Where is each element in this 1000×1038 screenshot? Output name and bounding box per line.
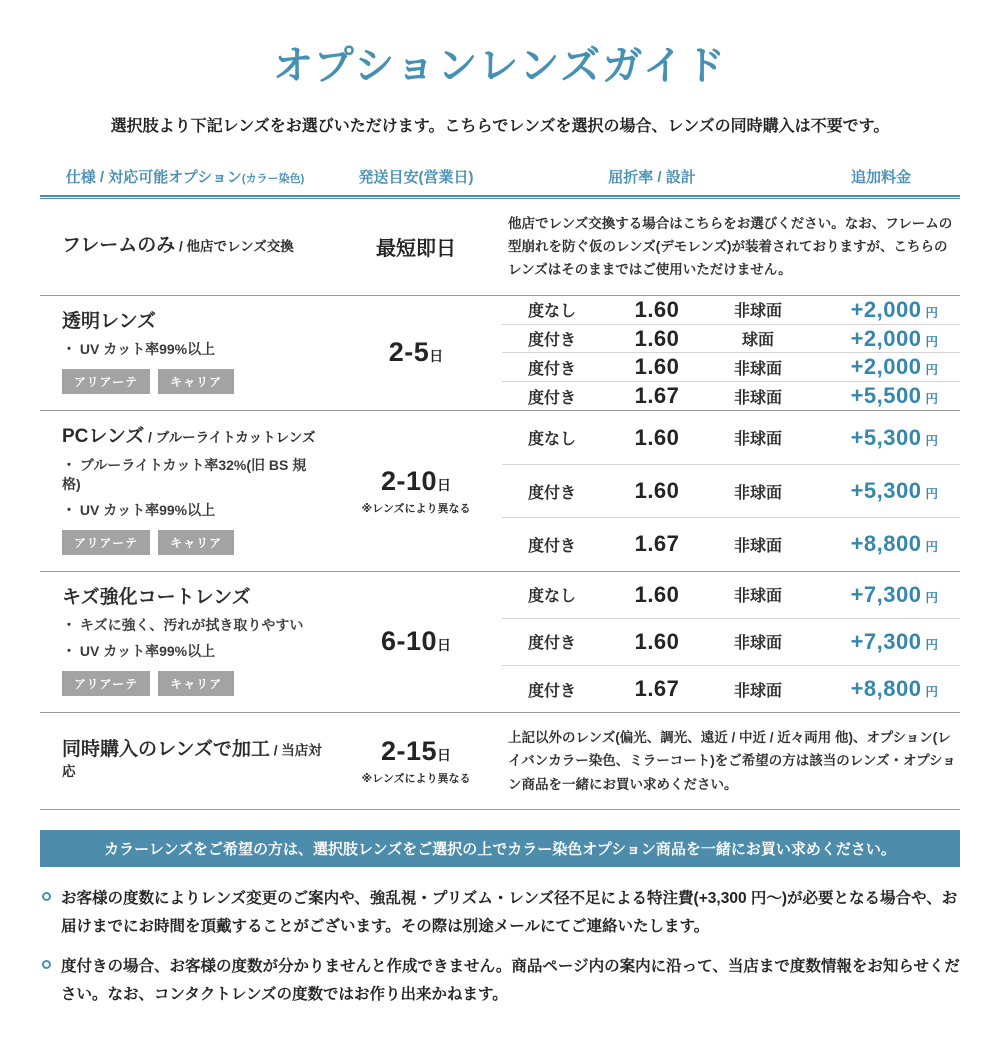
option-price (814, 326, 960, 352)
row-spec-top (62, 738, 324, 782)
spec-badge: キャリア (158, 671, 234, 696)
option-price-value: +5,300 (850, 478, 922, 503)
badge-list (62, 369, 324, 394)
note-text: お客様の度数によりレンズ変更のご案内や、強乱視・プリズム・レンズ径不足による特注費(+3,300 円〜)が必要となる場合や、お届けまでにお時間を頂戴することがございます。その際は別途メールにてご連絡いたします。 (61, 889, 958, 935)
option-row (502, 518, 960, 570)
table-row (40, 199, 960, 296)
option-row (502, 382, 960, 410)
option-price (814, 676, 960, 702)
option-price (814, 297, 960, 323)
header-spec (40, 166, 330, 187)
spec-badge: アリアーテ (62, 369, 150, 394)
option-design: 非球面 (733, 484, 782, 502)
note-text: 度付きの場合、お客様の度数が分かりませんと作成できません。商品ページ内の案内に沿って、当店まで度数情報をお知らせください。なお、コンタクトレンズの度数ではお作り出来かねます。 (61, 957, 960, 1003)
row-spec-top (62, 586, 324, 662)
option-price-currency: 円 (925, 637, 938, 652)
shipping-days-unit: 日 (437, 637, 452, 654)
row-spec-top (62, 234, 324, 258)
row-note: 上記以外のレンズ(偏光、調光、遠近 / 中近 / 近々両用 他)、オプション(レイバンカラー染色、ミラーコート)をご希望の方は該当のレンズ・オプション商品を一緒にお買い求めください。 (508, 730, 956, 792)
option-row (502, 619, 960, 666)
table-row (40, 713, 960, 810)
page-subtitle: 選択肢より下記レンズをお選びいただけます。こちらでレンズを選択の場合、レンズの同時購入は不要です。 (110, 118, 890, 135)
table-row (40, 572, 960, 714)
row-feature: ・ UV カット率99%以上 (62, 340, 324, 359)
footer-notes (40, 885, 960, 1009)
row-spec (40, 199, 330, 295)
row-spec-top (62, 425, 324, 519)
option-rx: 度付き (528, 360, 577, 378)
row-spec (40, 411, 330, 570)
circle-bullet-icon (42, 960, 51, 969)
option-price-value: +7,300 (850, 628, 922, 654)
shipping-days-value: 2-15 (380, 736, 438, 767)
option-price (814, 531, 960, 557)
option-design: 非球面 (733, 389, 782, 407)
row-name (62, 425, 324, 449)
shipping-cell (330, 199, 502, 295)
row-detail (502, 296, 960, 411)
option-refraction-index: 1.60 (634, 296, 680, 322)
row-detail (502, 199, 960, 295)
table-header (40, 166, 960, 187)
row-name (62, 310, 324, 334)
row-name-text: キズ強化コートレンズ (62, 586, 251, 608)
row-detail (502, 572, 960, 713)
circle-bullet-icon (42, 892, 51, 901)
table-row (40, 411, 960, 571)
option-rx: 度なし (528, 303, 577, 321)
shipping-days (381, 626, 451, 657)
option-design: 球面 (741, 332, 774, 350)
shipping-days (389, 337, 444, 368)
option-price-currency: 円 (925, 334, 938, 349)
row-name-text: 透明レンズ (62, 310, 156, 332)
option-refraction-index: 1.60 (634, 325, 680, 351)
option-design: 非球面 (733, 588, 782, 606)
option-refraction-index: 1.60 (634, 354, 680, 380)
header-spec-sub: (カラー染色) (241, 173, 305, 185)
option-design: 非球面 (733, 682, 782, 700)
option-price-currency: 円 (925, 392, 938, 407)
option-row (502, 325, 960, 354)
table-row (40, 296, 960, 412)
header-extra-fee: 追加料金 (850, 169, 911, 186)
option-price (814, 383, 960, 409)
page-title: オプションレンズガイド (273, 44, 727, 88)
option-price-value: +5,500 (850, 383, 922, 409)
option-price (814, 478, 960, 504)
shipping-days-unit: 日 (437, 747, 452, 764)
row-feature: ・ UV カット率99%以上 (62, 501, 324, 520)
option-row (502, 666, 960, 712)
option-design: 非球面 (733, 303, 782, 321)
row-name (62, 738, 324, 782)
row-feature: ・ ブルーライトカット率32%(旧 BS 規格) (62, 456, 324, 494)
option-price-value: +2,000 (850, 296, 922, 322)
option-price-value: +8,800 (850, 676, 922, 702)
option-refraction-index: 1.60 (634, 478, 680, 503)
option-rx: 度付き (528, 682, 577, 700)
option-price-currency: 円 (925, 590, 938, 605)
shipping-days-value: 6-10 (380, 626, 438, 657)
note-item (40, 953, 960, 1009)
option-design: 非球面 (733, 635, 782, 653)
option-refraction-index: 1.67 (634, 531, 680, 557)
header-refraction: 屈折率 / 設計 (608, 169, 696, 186)
shipping-cell (330, 296, 502, 411)
option-price-value: +2,000 (850, 354, 922, 380)
option-row (502, 465, 960, 518)
row-name (62, 234, 324, 258)
row-spec (40, 296, 330, 411)
option-price-value: +2,000 (850, 325, 922, 351)
option-design: 非球面 (733, 431, 782, 449)
row-name-suffix: / ブルーライトカットレンズ (144, 430, 316, 446)
row-spec (40, 713, 330, 809)
header-shipping: 発送目安(営業日) (358, 169, 474, 186)
option-price-currency: 円 (925, 540, 938, 555)
option-row (502, 296, 960, 325)
option-refraction-index: 1.67 (634, 676, 680, 702)
option-rx: 度付き (528, 332, 577, 350)
option-price (814, 629, 960, 655)
option-price (814, 425, 960, 451)
option-rx: 度付き (528, 389, 577, 407)
shipping-note: ※レンズにより異なる (361, 773, 471, 786)
option-row (502, 572, 960, 619)
option-price-currency: 円 (925, 685, 938, 700)
option-design: 非球面 (733, 537, 782, 555)
row-name-text: フレームのみ (62, 234, 176, 256)
row-name-suffix: / 当店対応 (62, 743, 322, 779)
shipping-cell (330, 713, 502, 809)
option-price (814, 582, 960, 608)
shipping-cell (330, 411, 502, 570)
shipping-days-value: 2-10 (380, 466, 438, 496)
option-rx: 度付き (528, 635, 577, 653)
option-price-currency: 円 (925, 487, 938, 501)
row-spec-top (62, 310, 324, 360)
option-refraction-index: 1.60 (634, 424, 680, 450)
option-refraction-index: 1.60 (634, 628, 680, 654)
shipping-days (381, 466, 451, 497)
option-price-currency: 円 (925, 305, 938, 320)
shipping-days-value: 最短即日 (376, 238, 456, 261)
shipping-days-unit: 日 (437, 477, 452, 493)
shipping-note: ※レンズにより異なる (361, 503, 471, 515)
option-price-currency: 円 (925, 433, 938, 448)
row-feature: ・ キズに強く、汚れが拭き取りやすい (62, 616, 324, 635)
spec-badge: アリアーテ (62, 530, 150, 555)
option-rx: 度付き (528, 537, 577, 555)
spec-badge: キャリア (158, 369, 234, 394)
shipping-days-unit: 日 (429, 348, 444, 365)
row-name (62, 586, 324, 610)
option-rx: 度付き (528, 484, 577, 502)
option-refraction-index: 1.67 (634, 383, 680, 409)
lens-table-body (40, 199, 960, 810)
color-lens-banner: カラーレンズをご希望の方は、選択肢レンズをご選択の上でカラー染色オプション商品を一緒にお買い求めください。 (40, 830, 960, 867)
shipping-cell (330, 572, 502, 713)
option-refraction-index: 1.60 (634, 581, 680, 607)
option-row (502, 411, 960, 464)
option-rx: 度なし (528, 588, 577, 606)
option-design: 非球面 (733, 360, 782, 378)
row-spec (40, 572, 330, 713)
badge-list (62, 530, 324, 555)
option-price (814, 354, 960, 380)
row-detail (502, 411, 960, 570)
option-row (502, 353, 960, 382)
row-name-suffix: / 他店でレンズ交換 (175, 238, 294, 254)
row-name-text: PCレンズ (62, 426, 145, 448)
note-item (40, 885, 960, 941)
option-price-currency: 円 (925, 363, 938, 378)
badge-list (62, 671, 324, 696)
row-feature: ・ UV カット率99%以上 (62, 642, 324, 661)
spec-badge: アリアーテ (62, 671, 150, 696)
option-price-value: +7,300 (850, 581, 922, 607)
option-price-value: +8,800 (850, 531, 922, 557)
shipping-days (376, 232, 456, 261)
shipping-days-value: 2-5 (388, 337, 430, 368)
row-name-text: 同時購入のレンズで加工 (62, 739, 270, 761)
row-note: 他店でレンズ交換する場合はこちらをお選びください。なお、フレームの型崩れを防ぐ仮のレンズ(デモレンズ)が装着されておりますが、こちらのレンズはそのままではご使用いただけません。 (508, 216, 953, 278)
spec-badge: キャリア (158, 530, 234, 555)
row-detail (502, 713, 960, 809)
shipping-days (381, 736, 451, 767)
option-rx: 度なし (528, 431, 577, 449)
option-price-value: +5,300 (850, 424, 922, 450)
header-spec-label: 仕様 / 対応可能オプション (65, 169, 242, 186)
